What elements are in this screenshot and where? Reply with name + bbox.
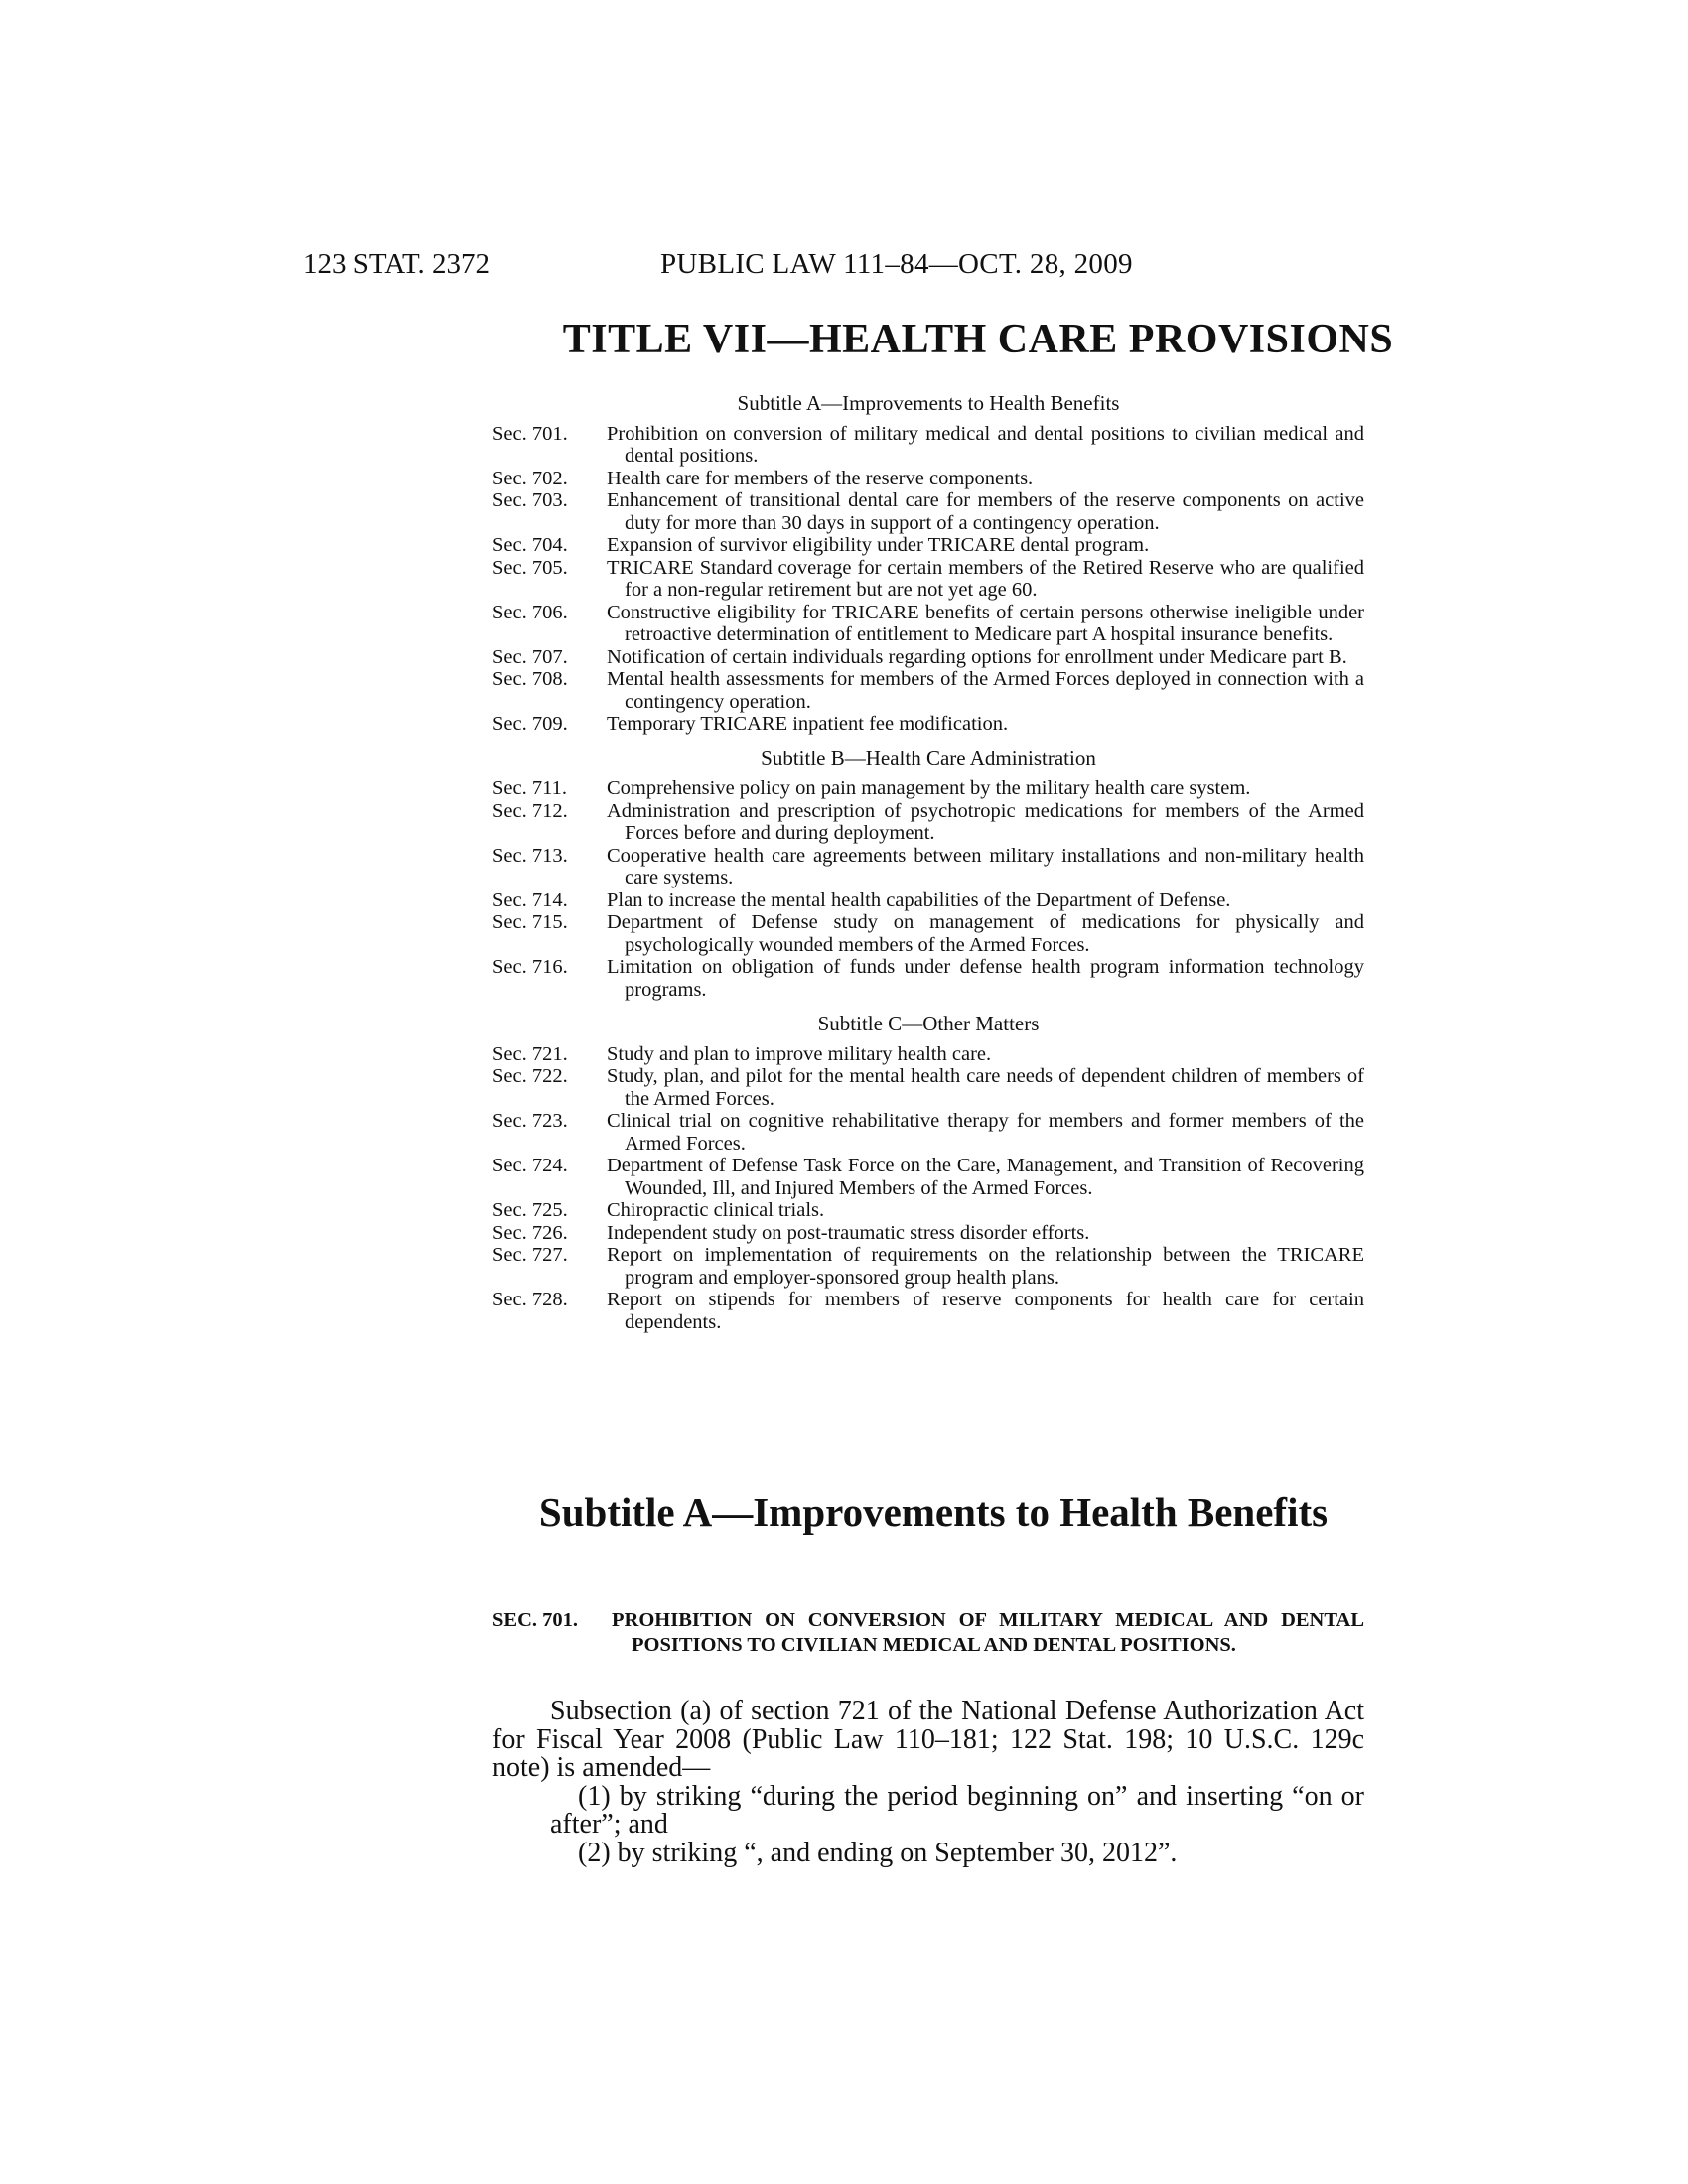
toc-entry: [492, 602, 1364, 646]
toc-entry-text: Notification of certain individuals regarding options for enrollment under Medicare part B.: [607, 645, 1347, 668]
toc-entry-number: Sec. 722.: [492, 1065, 568, 1087]
toc-entry: [492, 668, 1364, 713]
toc-entry: [492, 1222, 1364, 1245]
toc-entry-text: Report on implementation of requirements on the relationship between the TRICARE program and employer-sponsored group health plans.: [607, 1244, 1364, 1289]
toc-entry-text: Report on stipends for members of reserve components for health care for certain dependents.: [607, 1289, 1364, 1333]
toc-entry: [492, 423, 1364, 468]
toc-entry: [492, 1289, 1364, 1333]
toc-entry-number: Sec. 707.: [492, 645, 568, 668]
toc-entry-number: Sec. 726.: [492, 1221, 568, 1244]
toc-entry: [492, 956, 1364, 1001]
toc-entry-text: Study, plan, and pilot for the mental health care needs of dependent children of members of the Armed Forces.: [607, 1065, 1364, 1110]
toc-entry-number: Sec. 712.: [492, 799, 568, 822]
toc-entry-text: Department of Defense Task Force on the Care, Management, and Transition of Recovering Wounded, Ill, and Injured Members of the Armed Forces.: [607, 1155, 1364, 1199]
subtitle-a-heading: Subtitle A—Improvements to Health Benefits: [538, 1489, 1329, 1535]
toc-entry-text: Cooperative health care agreements between military installations and non-military health care systems.: [607, 844, 1364, 888]
public-law-date: PUBLIC LAW 111–84—OCT. 28, 2009: [660, 248, 1133, 280]
toc-subtitle-b: Subtitle B—Health Care Administration: [761, 746, 1096, 770]
toc-list-subtitle-c: [492, 1043, 1364, 1334]
toc-entry-text: Comprehensive policy on pain management by the military health care system.: [607, 777, 1251, 799]
toc-entry: [492, 889, 1364, 912]
toc-entry-number: Sec. 713.: [492, 844, 568, 867]
toc-entry-text: Temporary TRICARE inpatient fee modification.: [607, 713, 1009, 735]
toc-entry: [492, 557, 1364, 602]
toc-entry-number: Sec. 715.: [492, 911, 568, 933]
toc-entry-number: Sec. 704.: [492, 534, 568, 556]
toc-entry-number: Sec. 723.: [492, 1110, 568, 1132]
toc-entry: [492, 1199, 1364, 1222]
toc-entry-number: Sec. 701.: [492, 422, 568, 445]
toc-entry-text: Independent study on post-traumatic stress disorder efforts.: [607, 1221, 1090, 1244]
toc-entry-number: Sec. 721.: [492, 1042, 568, 1065]
toc-entry-text: Health care for members of the reserve components.: [607, 467, 1034, 489]
running-head: [303, 248, 1365, 288]
toc-entry-text: Plan to increase the mental health capabilities of the Department of Defense.: [607, 888, 1231, 911]
toc-entry-number: Sec. 727.: [492, 1244, 568, 1266]
toc-entry: [492, 646, 1364, 669]
toc-entry-text: Constructive eligibility for TRICARE benefits of certain persons otherwise ineligible under retroactive determination of entitlement to Medicare part A hospital insurance benefits.: [607, 601, 1364, 645]
table-of-contents: [492, 392, 1364, 1333]
toc-entry: [492, 800, 1364, 845]
toc-entry-text: Department of Defense study on management of medications for physically and psychologically wounded members of the Armed Forces.: [607, 911, 1364, 956]
toc-entry: [492, 534, 1364, 557]
toc-subtitle-c: Subtitle C—Other Matters: [817, 1012, 1040, 1035]
section-title: PROHIBITION ON CONVERSION OF MILITARY MEDICAL AND DENTAL POSITIONS TO CIVILIAN MEDICAL AND DENTAL POSITIONS.: [612, 1609, 1364, 1656]
toc-list-subtitle-a: [492, 423, 1364, 736]
toc-entry-number: Sec. 702.: [492, 467, 568, 489]
toc-entry-number: Sec. 714.: [492, 888, 568, 911]
toc-entry: [492, 1065, 1364, 1110]
toc-entry-text: Enhancement of transitional dental care for members of the reserve components on active duty for more than 30 days in support of a contingency operation.: [607, 489, 1364, 534]
section-number: SEC. 701.: [492, 1609, 579, 1631]
toc-entry-text: Chiropractic clinical trials.: [607, 1199, 825, 1221]
toc-entry: [492, 845, 1364, 889]
section-701-intro: Subsection (a) of section 721 of the National Defense Authorization Act for Fiscal Year 2008 (Public Law 110–181; 122 Stat. 198; 10 U.S.C. 129c note) is amended—: [492, 1696, 1364, 1783]
toc-entry-text: Mental health assessments for members of the Armed Forces deployed in connection with a contingency operation.: [607, 668, 1364, 713]
stat-page-number: 123 STAT. 2372: [303, 248, 491, 280]
toc-subtitle-a: Subtitle A—Improvements to Health Benefits: [737, 391, 1120, 415]
section-701-item-2: (2) by striking “, and ending on September 30, 2012”.: [578, 1837, 1178, 1868]
toc-entry: [492, 1110, 1364, 1155]
toc-entry: [492, 713, 1364, 736]
toc-entry-text: Administration and prescription of psychotropic medications for members of the Armed Forces before and during deployment.: [607, 799, 1364, 844]
toc-entry-number: Sec. 705.: [492, 556, 568, 579]
toc-entry: [492, 1155, 1364, 1199]
toc-entry-number: Sec. 725.: [492, 1199, 568, 1221]
toc-entry: [492, 777, 1364, 800]
toc-entry: [492, 468, 1364, 490]
toc-entry-text: Prohibition on conversion of military medical and dental positions to civilian medical and dental positions.: [607, 422, 1364, 467]
section-701-item-1: (1) by striking “during the period beginning on” and inserting “on or after”; and: [550, 1780, 1364, 1840]
toc-entry: [492, 1043, 1364, 1066]
toc-entry-number: Sec. 703.: [492, 489, 568, 511]
toc-entry-number: Sec. 708.: [492, 668, 568, 690]
toc-list-subtitle-b: [492, 777, 1364, 1001]
toc-entry-text: Limitation on obligation of funds under defense health program information technology programs.: [607, 956, 1364, 1001]
section-701-body: [492, 1698, 1364, 1867]
toc-entry-number: Sec. 709.: [492, 713, 568, 735]
toc-entry-number: Sec. 711.: [492, 777, 567, 799]
section-701-heading: [492, 1608, 1364, 1658]
toc-entry: [492, 489, 1364, 534]
toc-entry-number: Sec. 728.: [492, 1289, 568, 1310]
toc-entry-number: Sec. 724.: [492, 1155, 568, 1176]
toc-entry-number: Sec. 716.: [492, 956, 568, 978]
toc-entry: [492, 911, 1364, 956]
toc-entry-text: Clinical trial on cognitive rehabilitative therapy for members and former members of the Armed Forces.: [607, 1110, 1364, 1155]
toc-entry: [492, 1244, 1364, 1289]
title-heading: TITLE VII—HEALTH CARE PROVISIONS: [562, 317, 1394, 362]
toc-entry-text: Study and plan to improve military health care.: [607, 1042, 992, 1065]
toc-entry-text: Expansion of survivor eligibility under TRICARE dental program.: [607, 534, 1150, 556]
toc-entry-text: TRICARE Standard coverage for certain members of the Retired Reserve who are qualified for a non-regular retirement but are not yet age 60.: [607, 556, 1364, 601]
toc-entry-number: Sec. 706.: [492, 601, 568, 623]
